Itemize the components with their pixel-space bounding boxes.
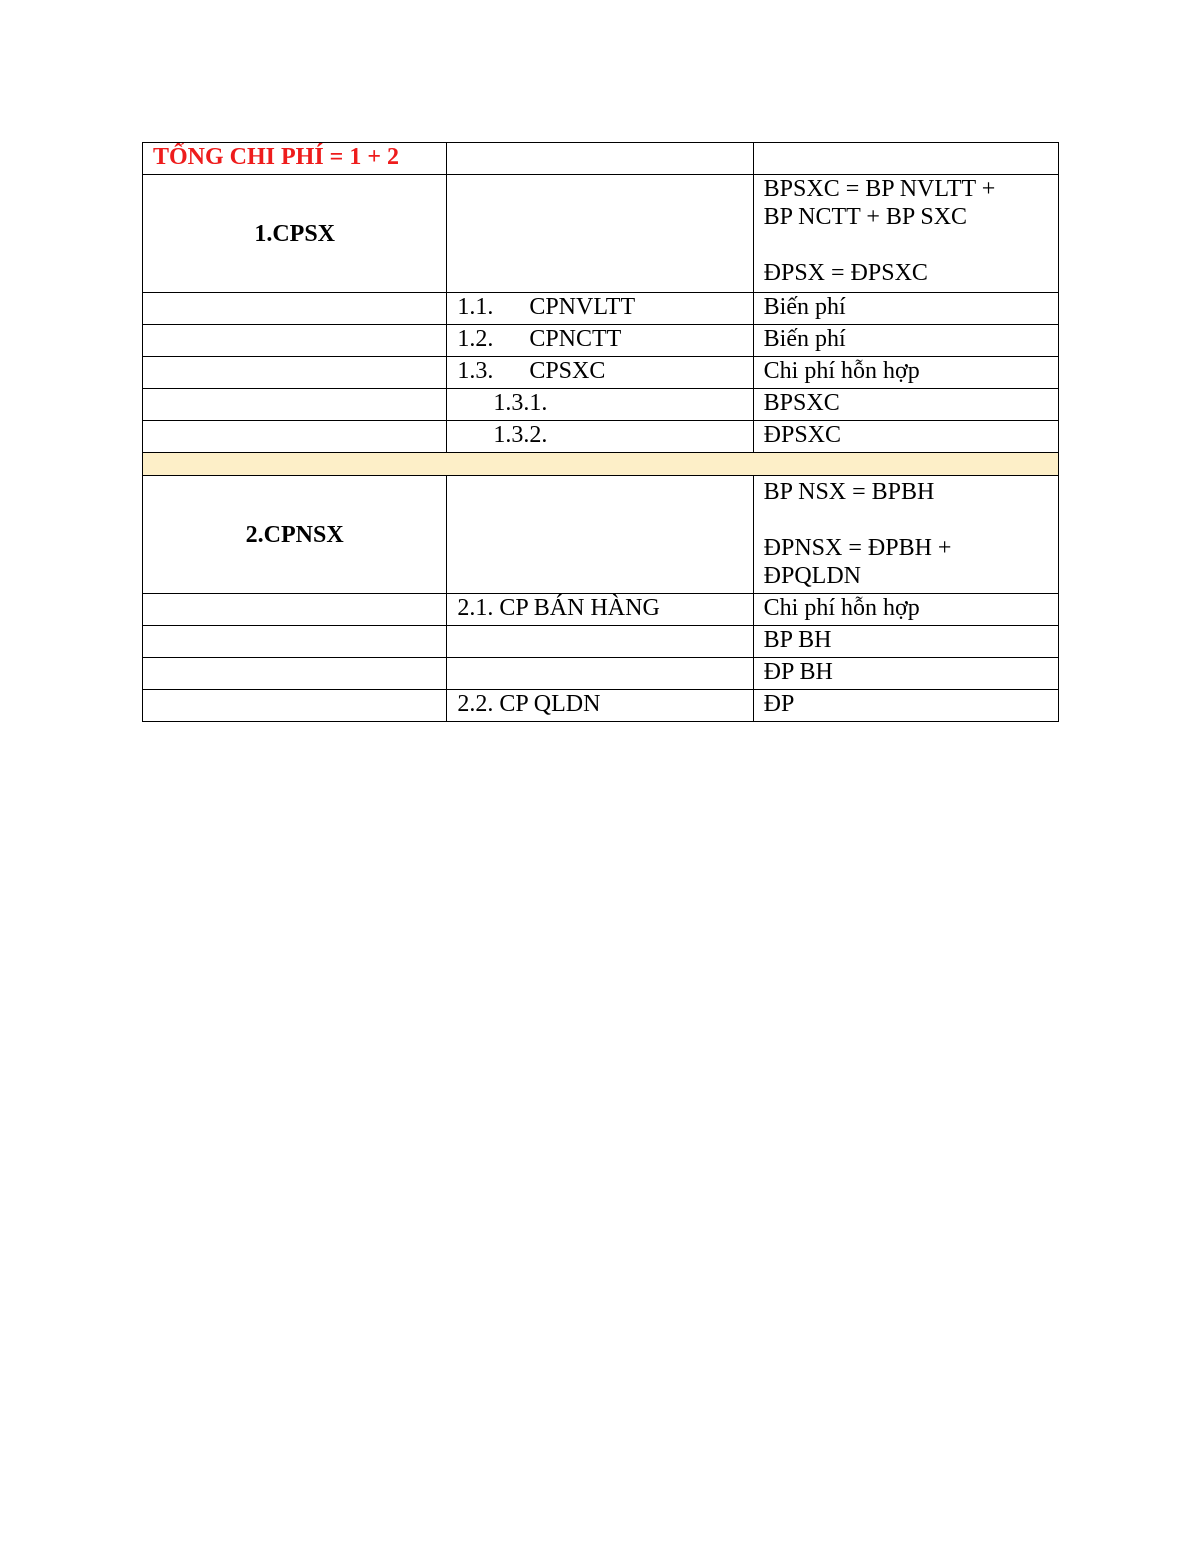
table-row	[143, 389, 1059, 421]
table-row	[143, 421, 1059, 453]
item-label	[447, 293, 753, 325]
item-type: Chi phí hỗn hợp	[753, 594, 1058, 626]
item-label	[447, 325, 753, 357]
section2-formula-line1: BP NSX = BPBH	[763, 479, 935, 505]
item-type: ĐP BH	[753, 658, 1058, 690]
item-label: 2.1. CP BÁN HÀNG	[447, 594, 753, 626]
table-row	[143, 626, 1059, 658]
item-type: ĐPSXC	[753, 421, 1058, 453]
section1-col-b	[447, 175, 753, 293]
sub-item-number: 1.3.1.	[447, 389, 753, 421]
table-row	[143, 357, 1059, 389]
section1-formula-line3: ĐPSX = ĐPSXC	[763, 260, 928, 286]
table-row	[143, 690, 1059, 722]
empty-cell	[143, 357, 447, 389]
total-cost-label: TỔNG CHI PHÍ = 1 + 2	[143, 143, 447, 175]
item-type: ĐP	[753, 690, 1058, 722]
sub-item-number: 1.3.2.	[447, 421, 753, 453]
item-name: CPNVLTT	[529, 294, 636, 320]
item-name: CPNCTT	[529, 326, 622, 352]
empty-cell	[143, 594, 447, 626]
empty-cell	[143, 325, 447, 357]
item-type: Chi phí hỗn hợp	[753, 357, 1058, 389]
item-type: Biến phí	[753, 293, 1058, 325]
section2-formula-gap	[764, 506, 1048, 534]
item-type: Biến phí	[753, 325, 1058, 357]
section1-formula	[753, 175, 1058, 293]
empty-cell	[143, 389, 447, 421]
empty-cell	[143, 690, 447, 722]
spacer-cell	[143, 453, 1059, 476]
empty-cell	[143, 626, 447, 658]
item-type: BPSXC	[753, 389, 1058, 421]
table-row-total	[143, 143, 1059, 175]
table-row-section1	[143, 175, 1059, 293]
table-row	[143, 594, 1059, 626]
empty-cell	[143, 658, 447, 690]
empty-cell	[143, 421, 447, 453]
total-cost-col-b	[447, 143, 753, 175]
item-number: 1.1.	[457, 294, 494, 320]
table-row-section2	[143, 476, 1059, 594]
section1-formula-gap	[764, 231, 1048, 259]
table-row	[143, 293, 1059, 325]
item-name: CPSXC	[529, 358, 606, 384]
table-row	[143, 325, 1059, 357]
section2-formula-line3: ĐPQLDN	[763, 563, 861, 589]
spacer-row	[143, 453, 1059, 476]
section2-formula-line2: ĐPNSX = ĐPBH +	[763, 535, 952, 561]
item-label	[447, 357, 753, 389]
item-type: BP BH	[753, 626, 1058, 658]
cost-classification-table	[142, 142, 1059, 722]
section2-formula	[753, 476, 1058, 594]
empty-cell	[143, 293, 447, 325]
section2-col-b	[447, 476, 753, 594]
table-row	[143, 658, 1059, 690]
item-label: 2.2. CP QLDN	[447, 690, 753, 722]
total-cost-col-c	[753, 143, 1058, 175]
section1-formula-line2: BP NCTT + BP SXC	[763, 204, 968, 230]
item-number: 1.2.	[457, 326, 494, 352]
item-label	[447, 626, 753, 658]
item-number: 1.3.	[457, 358, 494, 384]
section1-formula-line1: BPSXC = BP NVLTT +	[763, 176, 996, 202]
item-label	[447, 658, 753, 690]
section1-title: 1.CPSX	[143, 175, 447, 293]
section2-title: 2.CPNSX	[143, 476, 447, 594]
